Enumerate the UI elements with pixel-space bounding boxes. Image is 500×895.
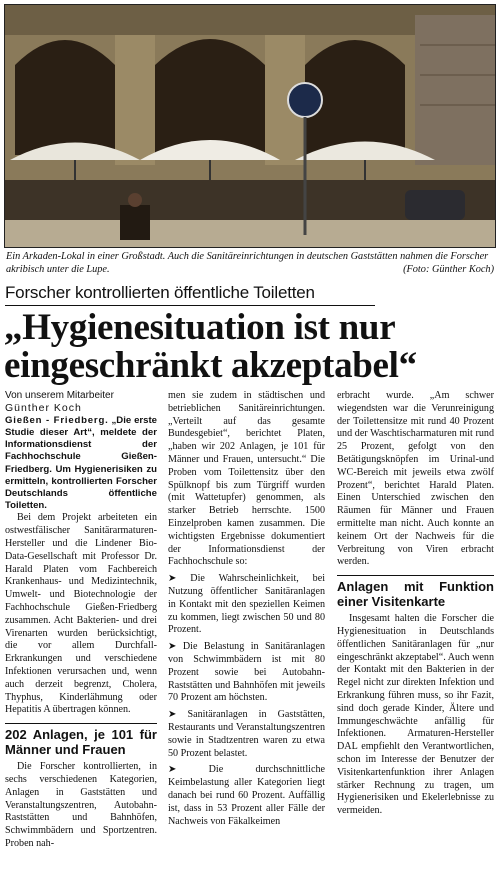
arrow-icon: ➤ bbox=[168, 709, 177, 721]
arcade-restaurant-photo bbox=[4, 4, 496, 248]
bullet-item: ➤ Die durchschnittliche Keimbelastung aller Kategorien liegt danach bei rund 60 Prozent. Auffällig ist, dass in 53 Prozent aller Fälle der Nachweis von Fäkalkeimen bbox=[168, 764, 325, 827]
bullet-item: ➤ Die Belastung in Sanitäranlagen von Schwimmbädern ist mit 80 Prozent sowie bei Autobahn-Raststätten und Bahnhöfen mit jeweils 70 Prozent am höchsten. bbox=[168, 641, 326, 704]
arrow-icon: ➤ bbox=[168, 573, 177, 585]
subheading: Anlagen mit Funktion einer Visitenkarte bbox=[337, 575, 494, 609]
bullet-item: ➤ Die Wahrscheinlichkeit, bei Nutzung öffentlicher Sanitäranlagen in Kontakt mit den speziellen Keimen zu kommen, liegt zwischen 50 und 80 Prozent. bbox=[168, 573, 325, 636]
byline: Von unserem Mitarbeiter bbox=[5, 390, 114, 401]
lead-paragraph bbox=[5, 415, 157, 513]
bullet-item: ➤ Sanitäranlagen in Gaststätten, Restaurants und Veranstaltungszentren sowie in Stadtzentren waren zu etwa 50 Prozent belastet. bbox=[168, 709, 325, 759]
lead-text: „Die erste Studie dieser Art“, meldete der Informationsdienst der Fachhochschule Gießen-Friedberg. Um Hygienerisiken zu ermitteln, kontrollierten Forscher Deutschlands öffentliche Toiletten. bbox=[5, 414, 158, 512]
kicker: Forscher kontrollierten öffentliche Toiletten bbox=[5, 283, 375, 306]
arrow-icon: ➤ bbox=[168, 641, 177, 653]
body-paragraph: Bei dem Projekt arbeiteten ein ostwestfälischer Sanitärarmaturen-Hersteller und die Lindener Bio-Data-Gesellschaft mit Professor Dr. Harald Platen vom Fachbereich Krankenhaus- und Medizintechnik, Umwelt- und Biotechnologie der Fachhochschule Gießen-Friedberg zusammen. Acht Bakterien- und drei Virenarten wurden berücksichtigt, die vor allem Durchfall-Erkrankungen und verschiedene Infektionen verursachen und, wenn auch derzeit begrenzt, Cholera, Thyphus, Kinderlähmung oder Hepatitis A übertragen können. bbox=[5, 512, 157, 716]
column-3 bbox=[337, 390, 494, 818]
photo-caption bbox=[6, 251, 494, 276]
dateline: Gießen - Friedberg. bbox=[5, 414, 109, 426]
subheading: 202 Anlagen, je 101 für Männer und Frauen bbox=[5, 723, 157, 757]
photo-illustration bbox=[5, 5, 496, 248]
headline: „Hygienesituation ist nur eingeschränkt akzeptabel“ bbox=[4, 307, 417, 386]
body-paragraph: Die Forscher kontrollierten, in sechs verschiedenen Kategorien, Anlagen in Gaststätten und Veranstaltungszentren, Autobahn-Raststätten und Bahnhöfen, Schwimmbädern und Sportzentren. Proben nah- bbox=[5, 761, 157, 849]
body-paragraph: erbracht wurde. „Am schwer wiegendsten war die Verunreinigung der Toilettensitze mit rund 40 Prozent und der Waschtischarmaturen mit rund 25 Prozent, gefolgt von den Betätigungsknöpfen im Urinal-und WC-Bereich mit jeweils etwa zwölf Prozent“, berichtet Harald Platen. Einen Unterschied zwischen den Räumen für Männer und Frauen ermittelte man nicht. Auch konnte an keinem Ort der Nachweis für die Verbreitung von Viren erbracht werden. bbox=[337, 390, 494, 568]
body-paragraph: Insgesamt halten die Forscher die Hygienesituation in Deutschlands öffentlichen Sanitäranlagen für „nur eingeschränkt akzeptabel“. Auch wenn der Kontakt mit den Bakterien in der Regel nicht zur direkten Infektion und Erkrankung führen muss, so ihr Fazit, sind doch gerade Kinder, Ältere und Immungeschwächte anfällig für Infektionen. Armaturen-Hersteller DAL empfiehlt den Verantwortlichen, schon im Interesse der Benutzer der Visitenkartenfunktion ihrer Anlagen stärker Rechnung zu tragen, um Hygienerisiken und Ekelerlebnisse zu vermeiden. bbox=[337, 613, 494, 817]
caption-text: Ein Arkaden-Lokal in einer Großstadt. Auch die Sanitäreinrichtungen in deutschen Gaststätten nahmen die Forscher akribisch unter die Lupe. bbox=[6, 251, 489, 275]
author: Günther Koch bbox=[5, 402, 82, 414]
body-paragraph: men sie zudem in städtischen und betrieblichen Sanitäreinrichtungen. „Verteilt auf das gesamte Bundesgebiet“, berichtet Platen, „haben wir 202 Anlagen, je 101 für Männer und Frauen, untersucht.“ Die Proben vom Toilettensitz über den Spülknopf bis zum Türgriff wurden (mit Wattetupfer) genommen, als starker Betrieb herrschte. 1500 Einzelproben kamen zusammen. Die wichtigsten Ergebnisse dokumentiert der Informationsdienst der Fachhochschule so: bbox=[168, 390, 325, 568]
column-1 bbox=[5, 390, 157, 851]
arrow-icon: ➤ bbox=[168, 764, 177, 776]
photo-credit: (Foto: Günther Koch) bbox=[403, 263, 494, 275]
column-2 bbox=[168, 390, 325, 828]
